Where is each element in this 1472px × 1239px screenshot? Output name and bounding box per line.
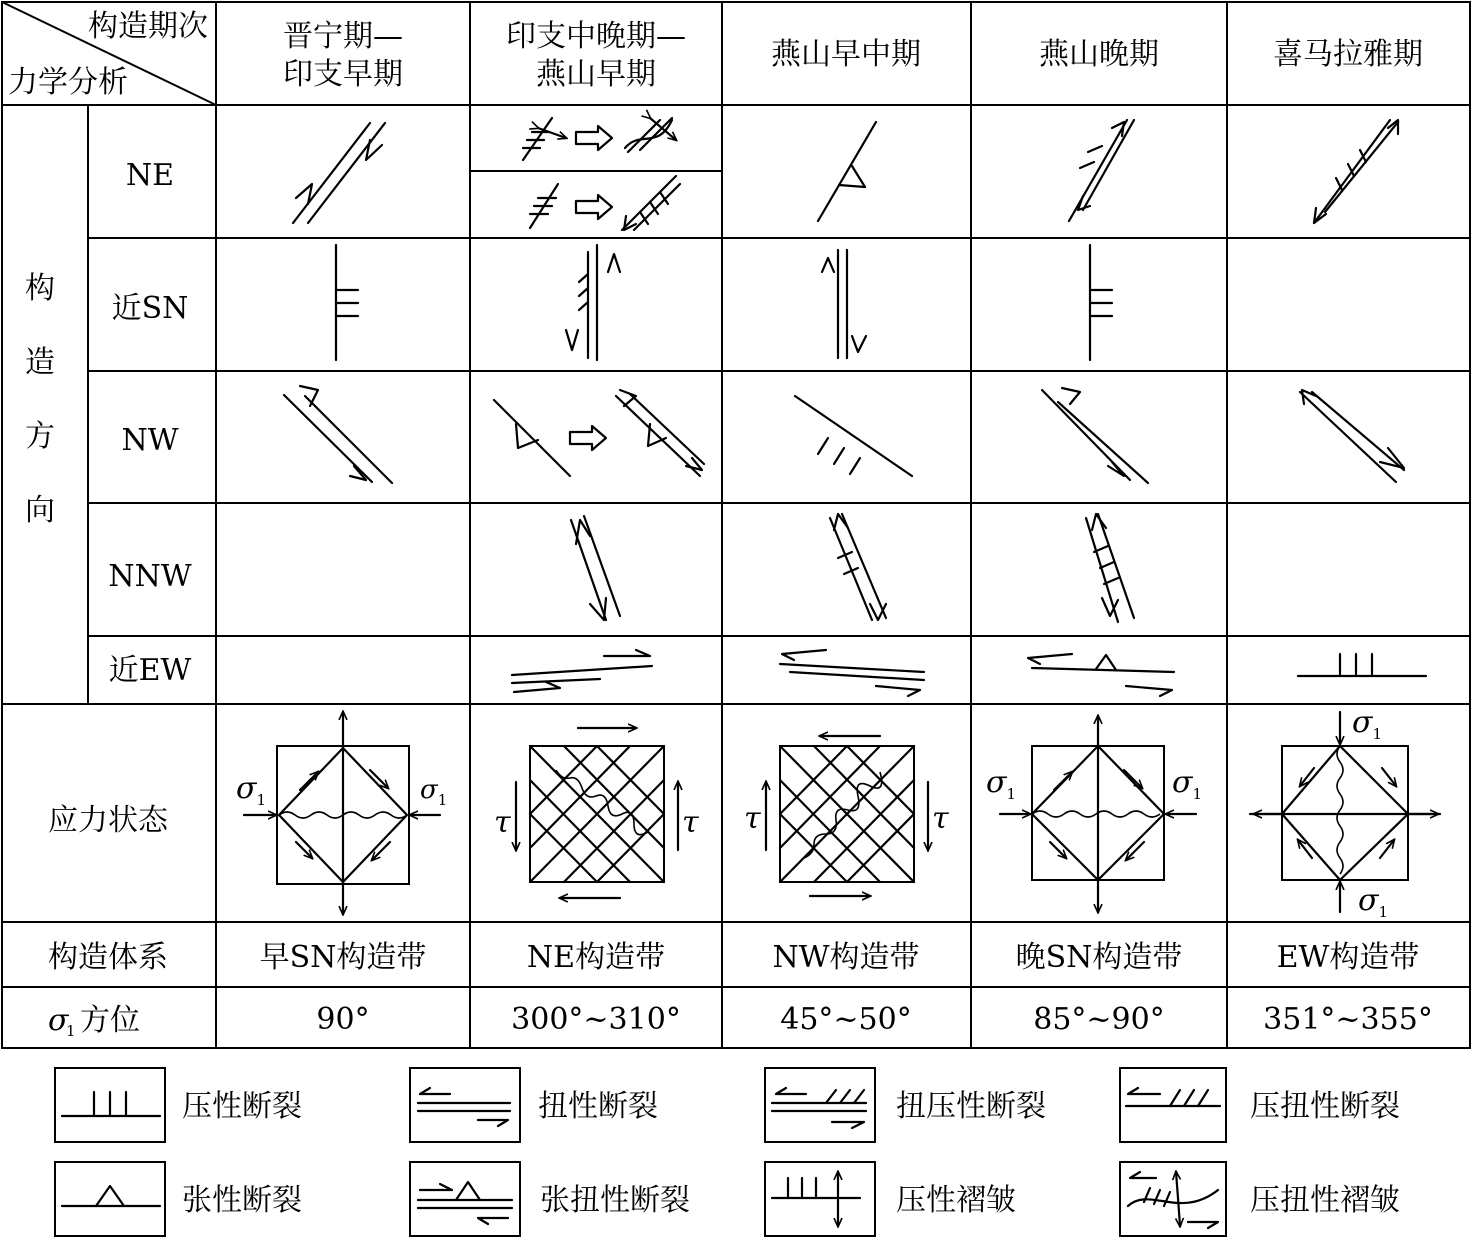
legend-tensile-fault [55, 1162, 302, 1236]
nw-symbol-period-1 [284, 386, 392, 483]
compresso-shear-fold-icon [1128, 1172, 1218, 1228]
legend-compressive-fold [765, 1162, 1016, 1236]
direction-group-char-1: 构 [25, 271, 55, 306]
nnw-symbol-period-3 [830, 514, 886, 620]
legend-label: 张扭性断裂 [540, 1183, 690, 1218]
period-5-label: 喜马拉雅期 [1273, 37, 1423, 72]
stress-diagram-period-1 [236, 712, 447, 914]
direction-ew: 近EW [108, 653, 192, 688]
system-value-2: NE构造带 [526, 940, 666, 975]
sn-symbol-period-3 [822, 250, 866, 358]
period-1-line1: 晋宁期— [283, 19, 403, 54]
legend-label: 压性断裂 [182, 1089, 302, 1124]
azimuth-value-5: 351°~355° [1263, 1002, 1433, 1037]
nw-symbol-period-3 [795, 396, 912, 476]
stress-5-sigma-bottom: $\sigma_1$ [1358, 883, 1389, 921]
period-4-label: 燕山晚期 [1039, 37, 1159, 72]
compresso-shear-fault-icon [1126, 1088, 1220, 1106]
legend-label: 张性断裂 [182, 1183, 302, 1218]
ne-symbol-period-2-top [523, 118, 676, 160]
system-value-1: 早SN构造带 [259, 940, 427, 975]
stress-1-sigma-left: $\sigma_1$ [236, 771, 267, 809]
direction-nnw: NNW [108, 559, 192, 594]
direction-ne: NE [125, 158, 175, 193]
azimuth-value-4: 85°~90° [1033, 1002, 1165, 1037]
transpressive-fault-icon [772, 1088, 866, 1128]
stress-3-tau-left: τ [744, 801, 761, 836]
legend-label: 扭压性断裂 [896, 1089, 1046, 1124]
azimuth-value-1: 90° [316, 1002, 370, 1037]
legend-compressive-fault [55, 1068, 302, 1142]
azimuth-text: 方位 [80, 1003, 140, 1038]
direction-sn: 近SN [111, 291, 189, 326]
table-grid [2, 2, 1470, 1048]
legend-label: 压扭性褶皱 [1250, 1183, 1400, 1218]
ne-symbol-period-1 [293, 123, 385, 223]
sn-symbol-period-4 [1090, 245, 1112, 360]
ne-symbol-period-5 [1314, 120, 1398, 223]
stress-2-tau-right: τ [682, 805, 699, 840]
stress-1-sigma-right: $\sigma_1$ [420, 775, 448, 809]
legend [55, 1068, 1400, 1236]
azimuth-sigma-sub: 1 [66, 1022, 76, 1040]
direction-nw: NW [121, 423, 179, 458]
direction-group-char-4: 向 [25, 493, 55, 528]
compressive-fold-icon [772, 1172, 860, 1226]
ew-symbol-period-4 [1028, 654, 1174, 696]
transtensional-fault-icon [418, 1182, 512, 1224]
corner-mechanics-label: 力学分析 [8, 65, 128, 100]
ne-symbol-period-2-bottom [530, 176, 680, 230]
corner-period-label: 构造期次 [88, 9, 208, 44]
period-2-line2: 燕山早期 [536, 57, 656, 92]
stress-diagram-period-2 [494, 728, 699, 898]
legend-compresso-shear-fold [1120, 1162, 1400, 1236]
nw-symbol-period-5 [1300, 390, 1404, 482]
nw-symbol-period-4 [1042, 388, 1148, 483]
nnw-symbol-period-2 [571, 516, 620, 620]
stress-4-sigma-left: $\sigma_1$ [986, 765, 1017, 803]
ew-symbol-period-5 [1298, 654, 1426, 676]
compressive-fault-icon [62, 1092, 160, 1116]
sn-symbol-period-2 [566, 245, 620, 360]
sn-symbol-period-1 [336, 245, 358, 360]
stress-diagram-period-4 [986, 716, 1202, 912]
period-2-line1: 印支中晚期— [506, 19, 686, 54]
ne-symbol-period-3 [818, 122, 876, 221]
azimuth-sigma: σ [48, 1003, 69, 1038]
direction-group-label [25, 271, 55, 528]
period-3-label: 燕山早中期 [771, 37, 921, 72]
ew-symbol-period-3 [780, 650, 924, 696]
legend-transtensional-fault [410, 1162, 690, 1236]
stress-diagram-period-5 [1250, 705, 1440, 921]
stress-4-sigma-right: $\sigma_1$ [1172, 765, 1203, 803]
system-label: 构造体系 [48, 940, 168, 975]
shear-fault-icon [418, 1088, 510, 1126]
stress-2-tau-left: τ [494, 805, 511, 840]
legend-label: 压性褶皱 [896, 1183, 1016, 1218]
stress-diagram-period-3 [744, 736, 949, 896]
nw-symbol-period-2 [494, 390, 704, 476]
stress-3-tau-right: τ [932, 801, 949, 836]
azimuth-label [48, 1003, 140, 1040]
stress-5-sigma-top: $\sigma_1$ [1352, 705, 1383, 743]
ne-symbol-period-4 [1069, 120, 1134, 221]
system-value-3: NW构造带 [772, 940, 920, 975]
legend-compresso-shear-fault [1120, 1068, 1400, 1142]
system-value-4: 晚SN构造带 [1015, 940, 1183, 975]
direction-group-char-2: 造 [25, 345, 55, 380]
legend-label: 扭性断裂 [538, 1089, 658, 1124]
legend-shear-fault [410, 1068, 658, 1142]
stress-state-label: 应力状态 [48, 803, 168, 838]
tensile-fault-icon [62, 1186, 160, 1206]
ew-symbol-period-2 [512, 650, 652, 692]
period-1-line2: 印支早期 [283, 57, 403, 92]
azimuth-value-3: 45°~50° [780, 1002, 912, 1037]
legend-transpressive-fault [765, 1068, 1046, 1142]
nnw-symbol-period-4 [1086, 514, 1134, 622]
system-value-5: EW构造带 [1276, 940, 1420, 975]
azimuth-value-2: 300°~310° [511, 1002, 681, 1037]
legend-label: 压扭性断裂 [1250, 1089, 1400, 1124]
direction-group-char-3: 方 [25, 419, 55, 454]
